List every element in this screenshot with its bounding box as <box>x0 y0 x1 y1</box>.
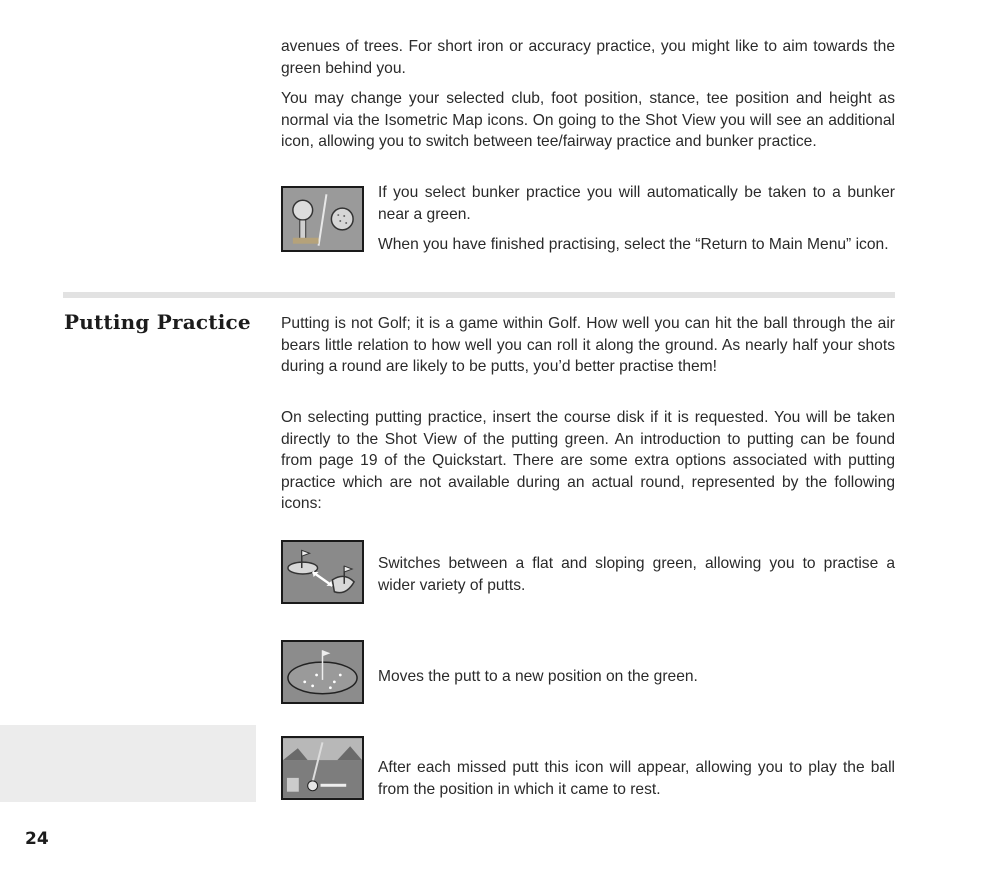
section-divider <box>63 292 895 298</box>
play-from-rest-icon <box>281 736 364 800</box>
return-menu-paragraph: When you have finished practising, select the “Return to Main Menu” icon. <box>378 236 889 253</box>
flat-sloping-description: Switches between a flat and sloping green, allowing you to practise a wider variety of putts. <box>378 555 895 594</box>
play-from-rest-description: After each missed putt this icon will appear, allowing you to play the ball from the position in which it came to rest. <box>378 759 895 798</box>
move-putt-description: Moves the putt to a new position on the green. <box>378 668 698 685</box>
flat-sloping-green-icon <box>281 540 364 604</box>
page-number: 24 <box>25 829 49 849</box>
move-putt-icon <box>281 640 364 704</box>
bunker-practice-paragraph: If you select bunker practice you will automatically be taken to a bunker near a green. <box>378 184 895 223</box>
section-heading: Putting Practice <box>64 310 251 334</box>
intro-paragraph-2: You may change your selected club, foot position, stance, tee position and height as normal via the Isometric Map icons. On going to the Shot View you will see an additional icon, allowing you to switch between tee/fairway practice and bunker practice. <box>281 90 895 150</box>
margin-shade-block <box>0 725 256 802</box>
intro-paragraph-1: avenues of trees. For short iron or accuracy practice, you might like to aim towards the green behind you. <box>281 38 895 77</box>
putting-paragraph-2: On selecting putting practice, insert the course disk if it is requested. You will be taken directly to the Shot View of the putting green. An introduction to putting can be found from page 19 of the Quickstart. There are some extra options associated with putting practice which are not available during an actual round, represented by the following icons: <box>281 409 895 512</box>
putting-paragraph-1: Putting is not Golf; it is a game within Golf. How well you can hit the ball through the air bears little relation to how well you can roll it along the ground. As nearly half your shots during a round are likely to be putts, you’d better practise them! <box>281 315 895 375</box>
tee-bunker-toggle-icon <box>281 186 364 252</box>
